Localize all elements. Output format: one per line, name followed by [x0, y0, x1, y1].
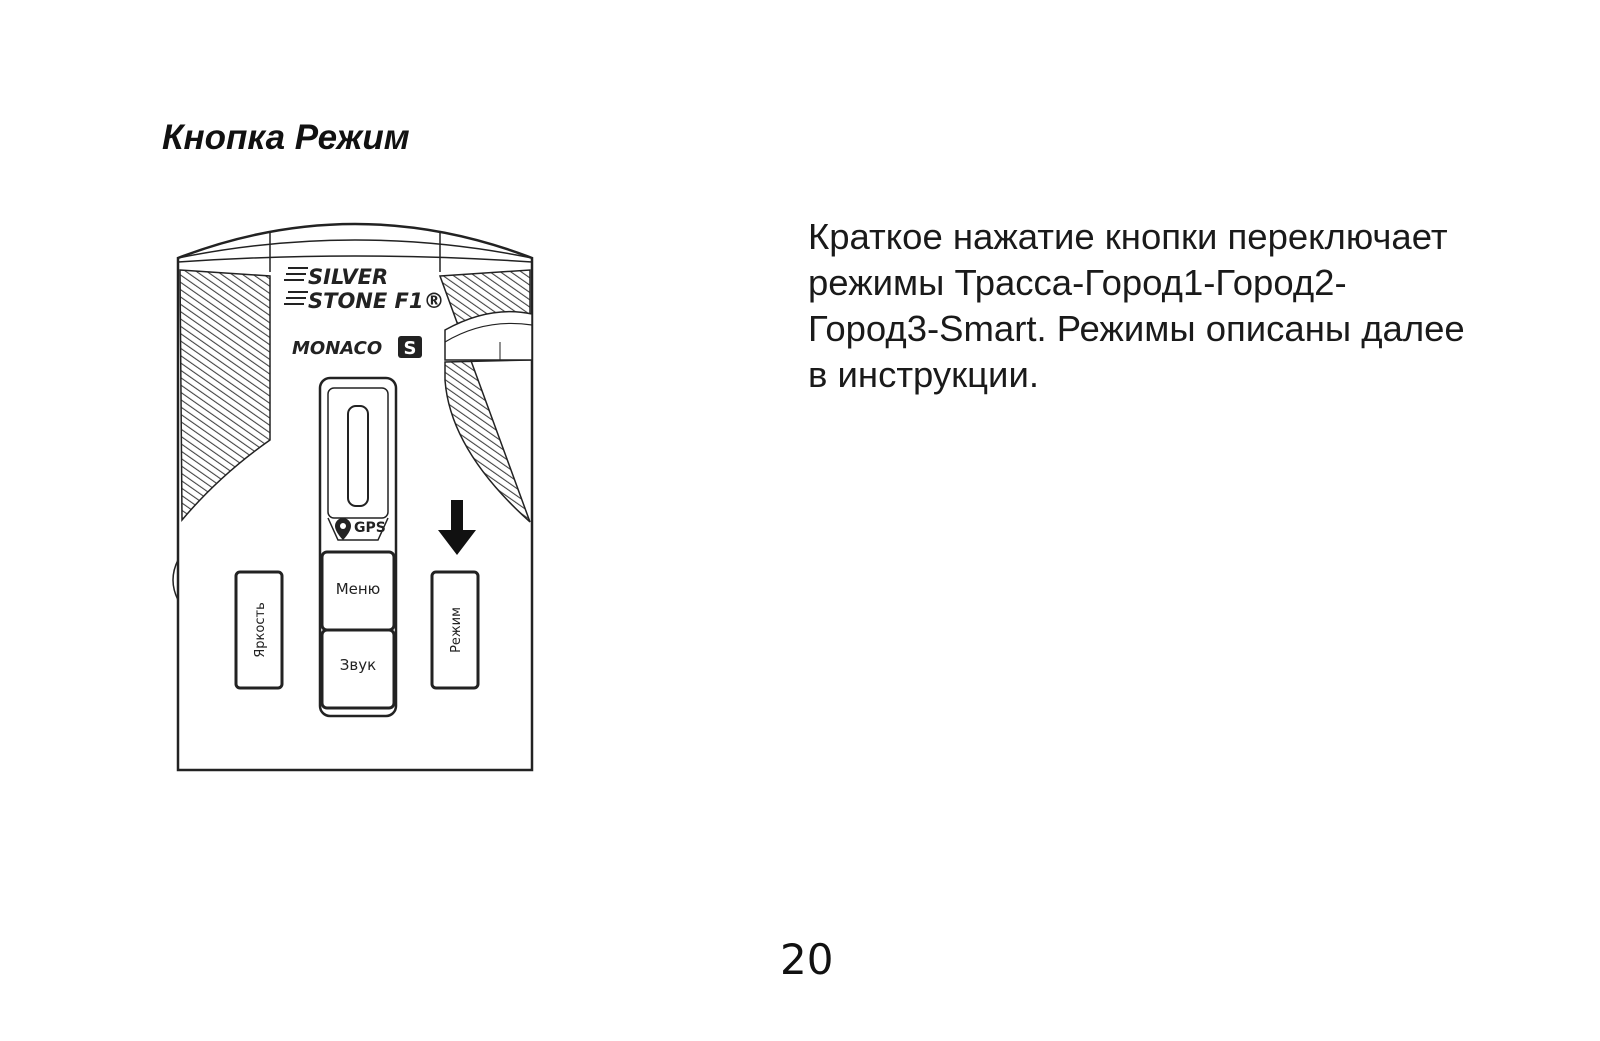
- description-line: режимы Трасса-Город1-Город2-: [808, 262, 1347, 303]
- page-number: 20: [780, 935, 834, 984]
- sound-button-label: Звук: [339, 656, 377, 674]
- page-title: Кнопка Режим: [162, 118, 410, 157]
- model-name: MONACO: [292, 338, 383, 359]
- description-line: в инструкции.: [808, 354, 1039, 395]
- radar-detector-illustration: [160, 210, 560, 810]
- mode-description: [808, 214, 1568, 398]
- menu-button-label: Меню: [335, 580, 381, 598]
- description-line: Город3-Smart. Режимы описаны далее: [808, 308, 1465, 349]
- brand-line-1: SILVER: [308, 265, 389, 289]
- brand-line-2: STONE F1®: [308, 289, 445, 313]
- gps-label: GPS: [354, 520, 386, 536]
- model-badge-letter: S: [403, 338, 417, 359]
- mode-button-label: Режим: [449, 607, 464, 653]
- brightness-button-label: Яркость: [253, 602, 268, 658]
- description-line: Краткое нажатие кнопки переключает: [808, 216, 1448, 257]
